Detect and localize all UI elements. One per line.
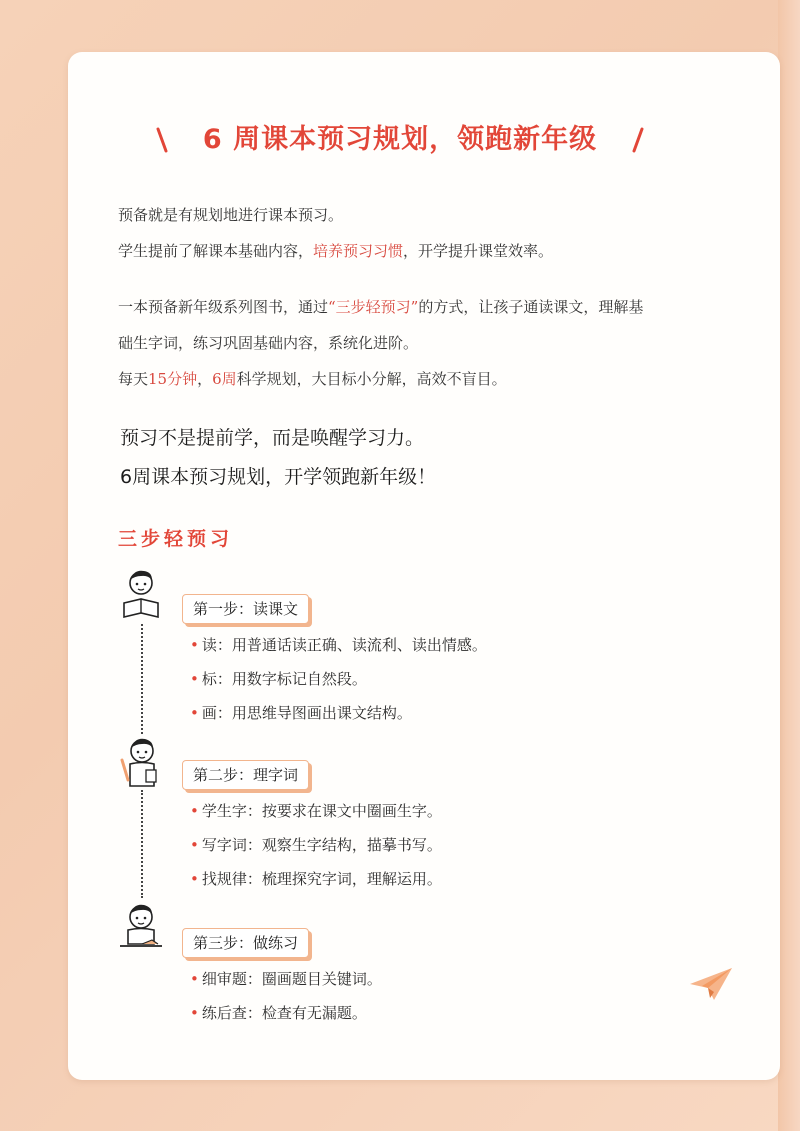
- intro-para-2-line-1: 一本预备新年级系列图书，通过“三步轻预习”的方式，让孩子通读课文，理解基: [118, 298, 644, 316]
- highlight-text: 15分钟: [148, 370, 198, 388]
- intro-para-3: 每天15分钟，6周科学规划，大目标小分解，高效不盲目。: [118, 370, 507, 388]
- highlight-text: 培养预习习惯: [313, 242, 404, 260]
- bullet-dot-icon: •: [190, 636, 199, 654]
- highlight-text: 6周: [212, 370, 237, 388]
- step-2-item: • 找规律：梳理探究字词，理解运用。: [190, 870, 442, 888]
- page-edge: [778, 0, 800, 1131]
- bullet-dot-icon: •: [190, 1004, 199, 1022]
- bullet-dot-icon: •: [190, 704, 199, 722]
- slogan-2: 6周课本预习规划，开学领跑新年级！: [118, 463, 438, 491]
- intro-line-2: 学生提前了解课本基础内容，培养预习习惯，开学提升课堂效率。: [118, 242, 554, 260]
- step-3-tag: 第三步：做练习: [182, 928, 309, 958]
- intro-line-1: 预备就是有规划地进行课本预习。: [118, 206, 344, 224]
- slash-left-icon: [156, 127, 168, 153]
- bullet-dot-icon: •: [190, 870, 199, 888]
- timeline-dotted-line: [141, 624, 143, 734]
- boy-desk-icon: [116, 900, 166, 956]
- bullet-dot-icon: •: [190, 802, 199, 820]
- timeline-dotted-line: [141, 790, 143, 898]
- highlight-text: “三步轻预习”: [328, 298, 419, 316]
- boy-reading-icon: [116, 565, 166, 621]
- bullet-dot-icon: •: [190, 970, 199, 988]
- boy-writing-icon: [116, 734, 166, 790]
- step-1-tag: 第一步：读课文: [182, 594, 309, 624]
- step-2-tag: 第二步：理字词: [182, 760, 309, 790]
- step-3-item: • 练后查：检查有无漏题。: [190, 1004, 367, 1022]
- slash-right-icon: [632, 127, 644, 153]
- page-title: 6 周课本预习规划，领跑新年级: [202, 124, 598, 155]
- intro-para-2-line-2: 础生字词，练习巩固基础内容，系统化进阶。: [118, 334, 419, 352]
- section-title: 三步轻预习: [118, 528, 234, 550]
- step-1-item: • 读：用普通话读正确、读流利、读出情感。: [190, 636, 487, 654]
- bullet-dot-icon: •: [190, 670, 199, 688]
- slogan-1: 预习不是提前学，而是唤醒学习力。: [118, 424, 426, 452]
- step-1-item: • 画：用思维导图画出课文结构。: [190, 704, 412, 722]
- paper-plane-icon: [688, 966, 734, 1002]
- step-2-item: • 学生字：按要求在课文中圈画生字。: [190, 802, 442, 820]
- step-3-item: • 细审题：圈画题目关键词。: [190, 970, 382, 988]
- step-2-item: • 写字词：观察生字结构，描摹书写。: [190, 836, 442, 854]
- step-1-item: • 标：用数字标记自然段。: [190, 670, 367, 688]
- bullet-dot-icon: •: [190, 836, 199, 854]
- title-row: [0, 118, 800, 162]
